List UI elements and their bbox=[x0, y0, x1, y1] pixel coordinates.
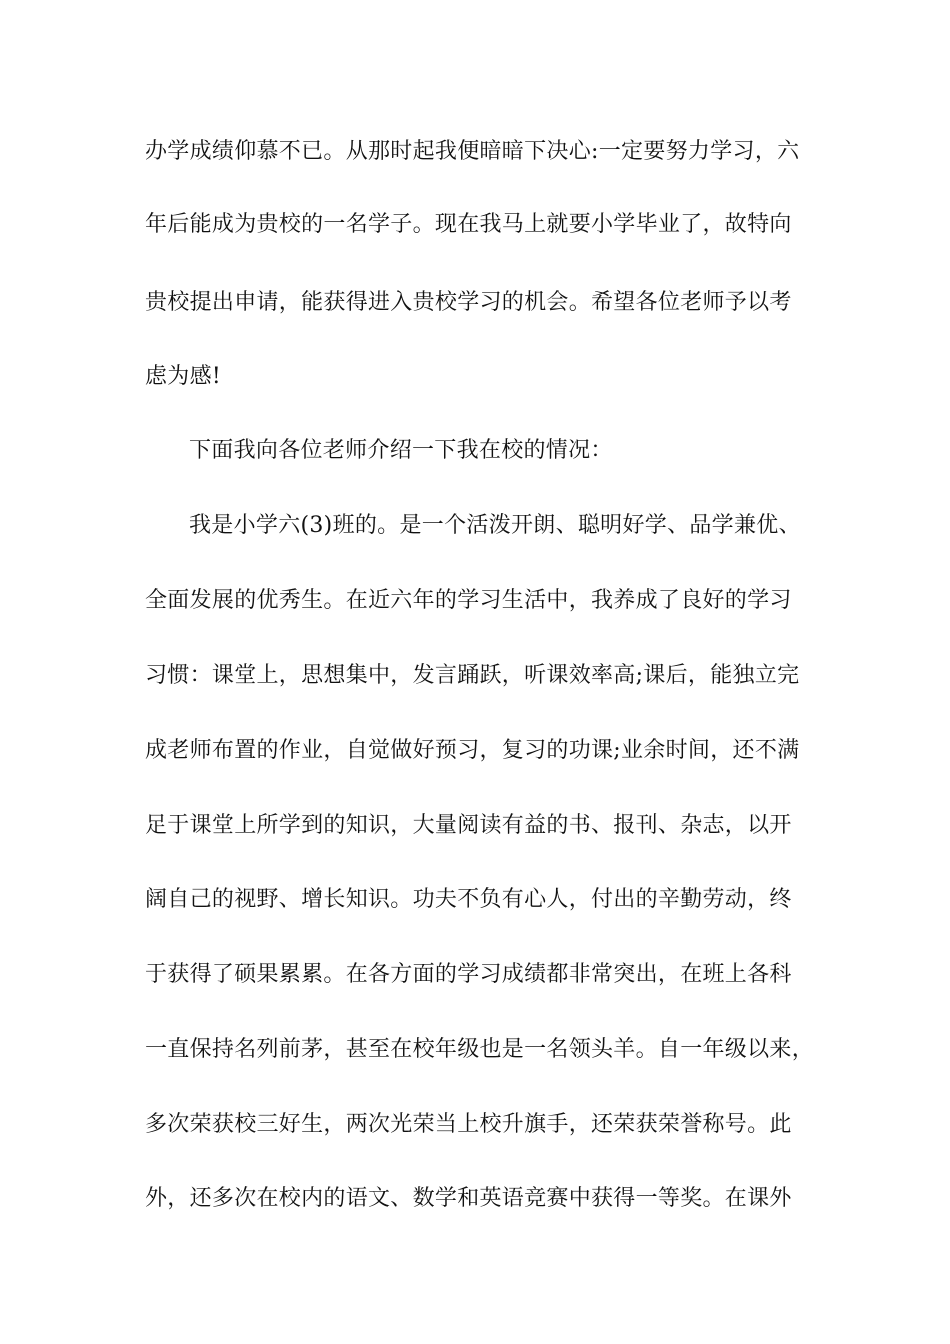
text-line-6: 我是小学六(3)班的。是一个活泼开朗、聪明好学、品学兼优、 bbox=[189, 513, 801, 538]
text-line-9: 成老师布置的作业，自觉做好预习，复习的功课;业余时间，还不满 bbox=[145, 738, 800, 763]
text-line-5: 下面我向各位老师介绍一下我在校的情况： bbox=[189, 438, 613, 463]
text-line-14: 多次荣获校三好生，两次光荣当上校升旗手，还荣获荣誉称号。此 bbox=[145, 1112, 792, 1137]
text-line-1: 办学成绩仰慕不已。从那时起我便暗暗下决心:一定要努力学习，六 bbox=[145, 139, 800, 164]
text-line-15: 外，还多次在校内的语文、数学和英语竞赛中获得一等奖。在课外 bbox=[145, 1186, 792, 1211]
text-line-4: 虑为感! bbox=[145, 364, 222, 389]
text-line-11: 阔自己的视野、增长知识。功夫不负有心人，付出的辛勤劳动，终 bbox=[145, 887, 792, 912]
text-line-3: 贵校提出申请，能获得进入贵校学习的机会。希望各位老师予以考 bbox=[145, 290, 792, 315]
text-line-13: 一直保持名列前茅，甚至在校年级也是一名领头羊。自一年级以来， bbox=[145, 1037, 815, 1062]
text-line-7: 全面发展的优秀生。在近六年的学习生活中，我养成了良好的学习 bbox=[145, 588, 792, 613]
text-line-12: 于获得了硕果累累。在各方面的学习成绩都非常突出，在班上各科 bbox=[145, 962, 792, 987]
text-line-8: 习惯：课堂上，思想集中，发言踊跃，听课效率高;课后，能独立完 bbox=[145, 663, 800, 688]
text-line-10: 足于课堂上所学到的知识，大量阅读有益的书、报刊、杂志，以开 bbox=[145, 813, 792, 838]
text-line-2: 年后能成为贵校的一名学子。现在我马上就要小学毕业了，故特向 bbox=[145, 212, 792, 237]
